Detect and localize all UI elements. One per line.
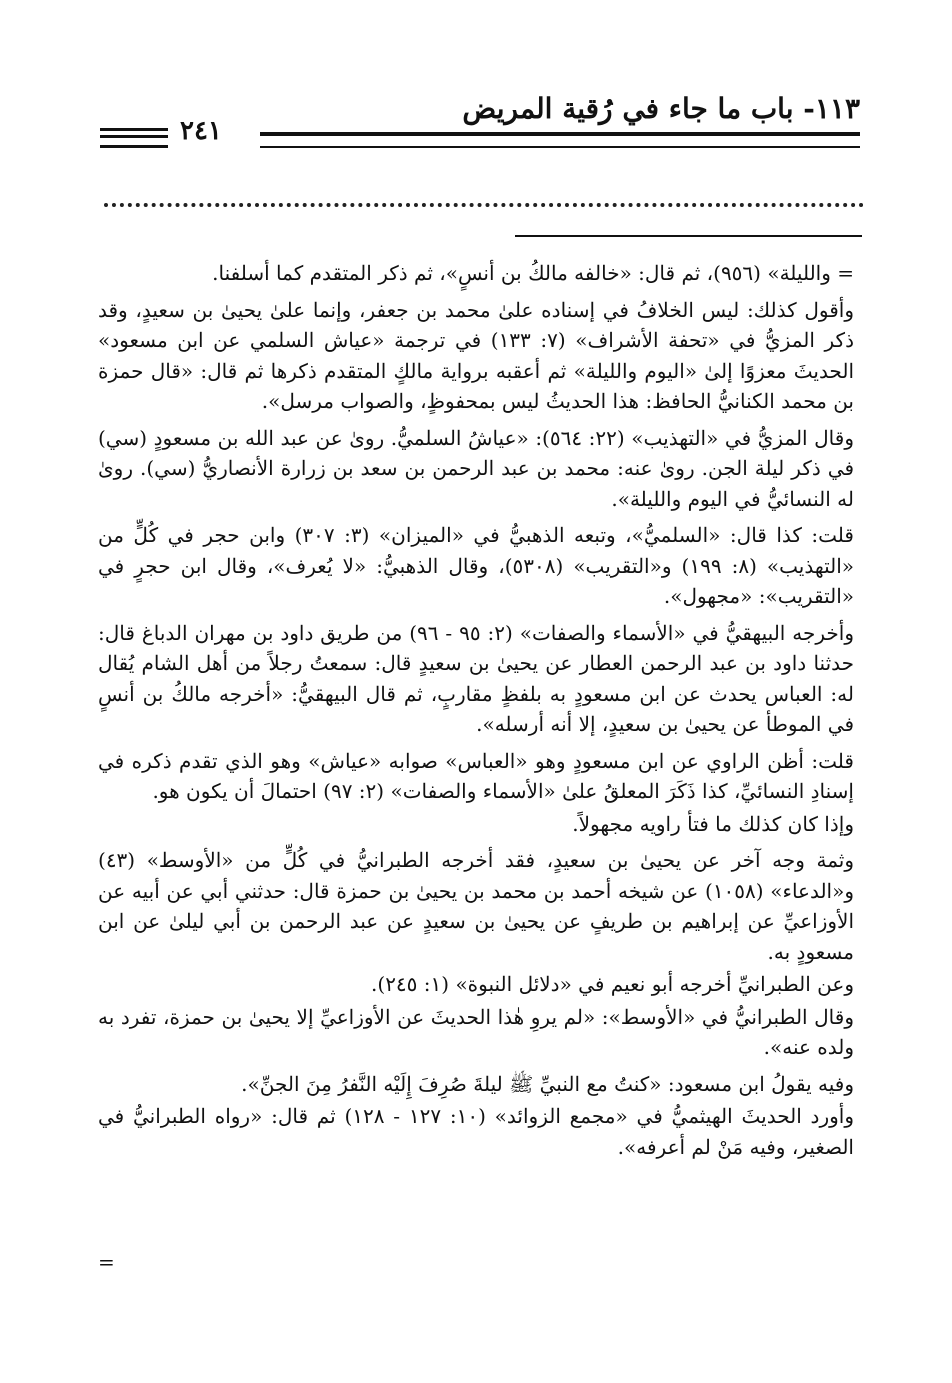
page-header [100,92,860,156]
paragraph: وأورد الحديثَ الهيثميُّ في «مجمع الزوائد» (١٠: ١٢٧ - ١٢٨) ثم قال: «رواه الطبرانيُّ في الصغير، وفيه مَنْ لم أعرفه». [98,1104,854,1159]
paragraph: قلت: كذا قال: «السلميُّ»، وتبعه الذهبيُّ في «الميزان» (٣: ٣٠٧) وابن حجر في كُلٍّ من «التهذيب» (٨: ١٩٩) و«التقريب» (٥٣٠٨)، وقال الذهبيُّ: «لا يُعرف»، وقال ابن حجرٍ في «التقريب»: «مجهول». [98,523,854,608]
paragraph: وفيه يقولُ ابن مسعود: «كنتُ مع النبيِّ ﷺ ليلةَ صُرِفَ إِلَيْه النَّفرُ مِنَ الجنِّ». [241,1071,854,1096]
paragraph: وأخرجه البيهقيُّ في «الأسماء والصفات» (٢: ٩٥ - ٩٦) من طريق داود بن مهران الدباغ قال: حدثنا داود بن عبد الرحمن العطار عن يحيىٰ بن سعيدٍ قال: سمعتُ رجلاً من أهل الشام يُقال له: العباس يحدث عن ابن مسعودٍ به بلفظٍ مقاربٍ، ثم قال البيهقيُّ: «أخرجه مالكُ بن أنسٍ في الموطأ عن يحيىٰ بن سعيدٍ، إلا أنه أرسله». [98,620,854,736]
paragraph: وأقول كذلك: ليس الخلافُ في إسناده علىٰ محمد بن جعفر، وإنما علىٰ يحيىٰ بن سعيدٍ، وقد ذكر المزيُّ في «تحفة الأشراف» (٧: ١٣٣) في ترجمة «عياش السلمي عن ابن مسعود» الحديثَ معزوًا إلىٰ «اليوم والليلة» ثم أعقبه برواية مالكٍ المتقدم ذكرها ثم قال: «قال حمزة بن محمد الكنانيُّ الحافظ: هذا الحديثُ ليس بمحفوظٍ، والصواب مرسل». [98,297,854,413]
footnote-text [98,258,854,1168]
paragraph: قلت: أظن الراوي عن ابن مسعودٍ وهو «العباس» صوابه «عياش» وهو الذي تقدم ذكره في إسنادِ النسائيِّ، كذا ذَكَرَ المعلقُ علىٰ «الأسماء والصفات» (٢: ٩٧) احتمالَ أن يكون هو. [98,748,854,803]
paragraph: = والليلة» (٩٥٦)، ثم قال: «خالفه مالكُ بن أنسٍ»، ثم ذكر المتقدم كما أسلفنا. [212,261,854,285]
paragraph: وإذا كان كذلك ما فتأ راويه مجهولاً. [572,811,854,836]
paragraph: وثمة وجه آخر عن يحيىٰ بن سعيدٍ، فقد أخرجه الطبرانيُّ في كُلٍّ من «الأوسط» (٤٣) و«الدعاء» (١٠٥٨) عن شيخه أحمد بن محمد بن يحيىٰ بن حمزة قال: حدثني أبي عن أبيه عن الأوزاعيِّ عن إبراهيم بن طريفٍ عن يحيىٰ بن سعيدٍ عن عبد الرحمن بن أبي ليلىٰ عن ابن مسعودٍ به. [98,848,855,964]
dotted-separator [104,203,864,207]
footnote-rule [515,235,862,237]
paragraph: وقال المزيُّ في «التهذيب» (٢٢: ٥٦٤): «عياشُ السلميُّ. روىٰ عن عبد الله بن مسعودٍ (سي) في ذكر ليلة الجن. روىٰ عنه: محمد بن عبد الرحمن بن سعد بن زرارة الأنصاريُّ (سي). روىٰ له النسائيُّ في اليوم والليلة». [98,425,854,511]
paragraph: وعن الطبرانيِّ أخرجه أبو نعيم في «دلائل النبوة» (١: ٢٤٥). [371,972,854,996]
continuation-mark: = [98,1250,115,1274]
header-rule [260,132,860,148]
chapter-title: ١١٣- باب ما جاء في رُقية المريض [462,92,860,125]
header-rule-short [100,128,168,148]
page-number: ٢٤١ [180,116,222,146]
paragraph: وقال الطبرانيُّ في «الأوسط»: «لم يروِ هٰذا الحديثَ عن الأوزاعيِّ إلا يحيىٰ بن حمزة، تفرد به ولده عنه». [98,1004,854,1059]
